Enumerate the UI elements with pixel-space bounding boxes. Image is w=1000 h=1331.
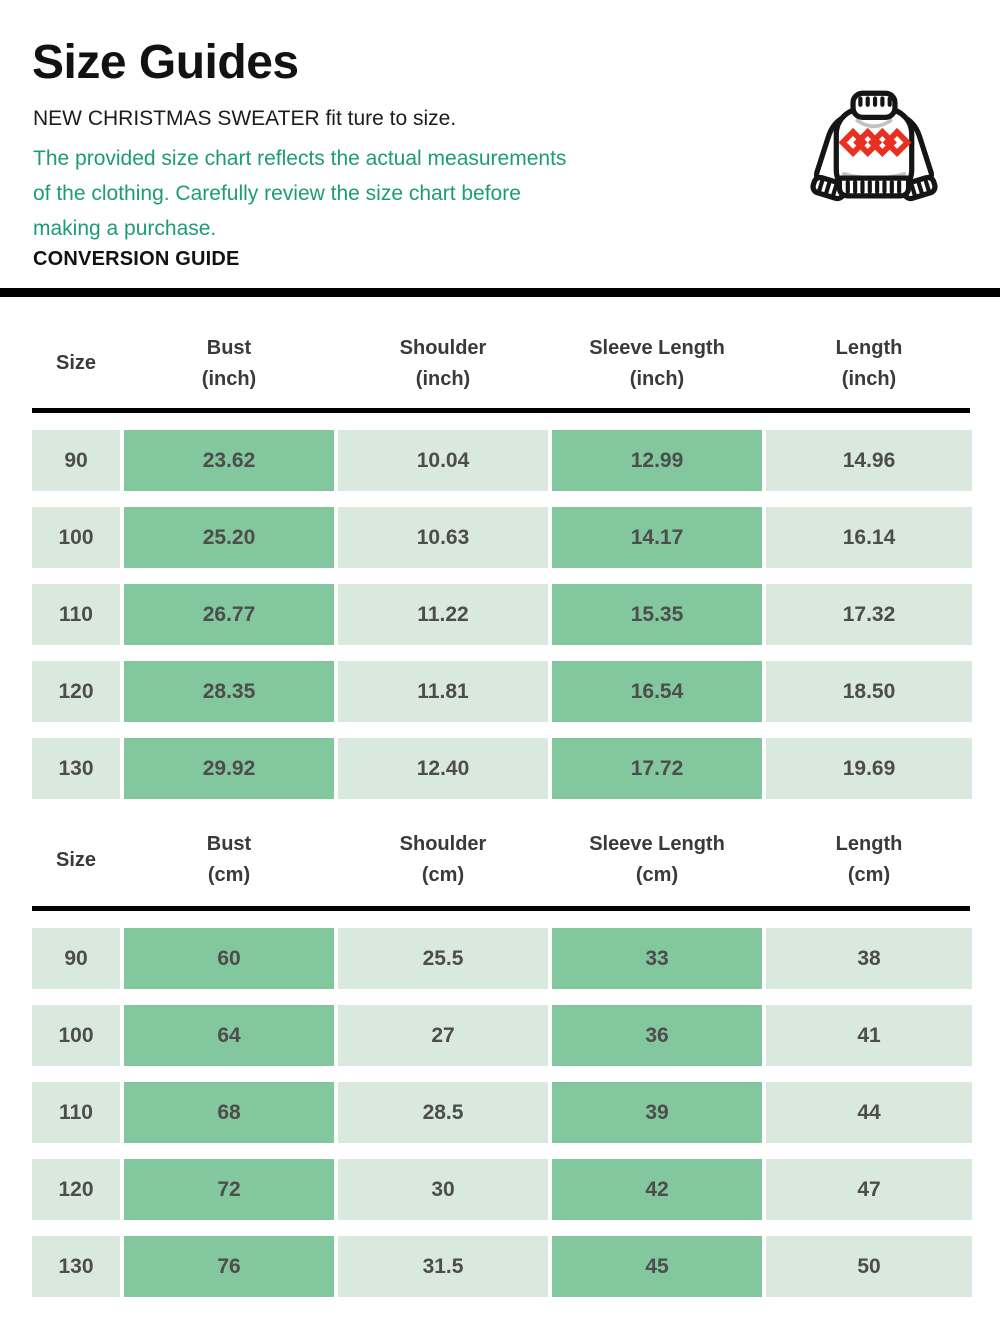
column-header-label: Bust [206,833,252,855]
table-body [32,430,970,799]
table-row [32,1236,970,1297]
table-cell: 12.40 [338,738,548,799]
column-header-label: Length [835,336,903,359]
column-header-label: Size [55,352,97,374]
column-header [124,829,334,891]
column-header-label: Length [835,833,903,855]
column-header-label: Size [55,848,97,871]
table-row [32,1005,970,1066]
table-cell: 110 [32,584,120,645]
column-header [766,829,972,891]
header-underline [32,408,970,413]
table-cell: 17.32 [766,584,972,645]
column-header-label: Shoulder [399,833,487,855]
table-cell: 100 [32,1005,120,1066]
table-cell: 10.63 [338,507,548,568]
table-cell: 11.22 [338,584,548,645]
table-cell: 60 [124,928,334,989]
table-row [32,1159,970,1220]
column-header [124,333,334,395]
header-underline [32,906,970,911]
column-header-label: Bust [206,336,252,359]
table-cell: 10.04 [338,430,548,491]
table-cell: 100 [32,507,120,568]
table-cell: 72 [124,1159,334,1220]
table-cell: 14.96 [766,430,972,491]
table-cell: 17.72 [552,738,762,799]
column-header-unit: (inch) [841,367,897,390]
table-row [32,738,970,799]
table-cell: 38 [766,928,972,989]
table-cell: 47 [766,1159,972,1220]
table-cell: 130 [32,738,120,799]
column-header-unit: (cm) [421,864,465,886]
header-divider-bar [0,288,1000,297]
table-cell: 68 [124,1082,334,1143]
page-title: Size Guides [32,36,299,89]
table-cell: 90 [32,928,120,989]
table-cell: 27 [338,1005,548,1066]
column-header-unit: (inch) [629,367,685,390]
table-row [32,661,970,722]
column-header [338,333,548,395]
table-cell: 23.62 [124,430,334,491]
table-cell: 44 [766,1082,972,1143]
column-header [32,348,120,379]
note-line-2: of the clothing. Carefully review the size chart before [33,182,521,205]
column-header-unit: (inch) [415,367,471,390]
note-line-3: making a purchase. [33,217,217,240]
column-header-label: Shoulder [399,336,487,359]
table-row [32,584,970,645]
table-cell: 120 [32,661,120,722]
table-cell: 15.35 [552,584,762,645]
table-cell: 18.50 [766,661,972,722]
column-header [552,829,762,891]
column-header-label: Sleeve Length [589,833,725,855]
christmas-sweater-icon [803,88,945,220]
table-cell: 31.5 [338,1236,548,1297]
size-chart-note [33,141,566,246]
column-header-unit: (cm) [635,864,679,886]
conversion-guide-label: CONVERSION GUIDE [33,248,240,270]
table-cell: 12.99 [552,430,762,491]
column-header [766,333,972,395]
table-cell: 90 [32,430,120,491]
table-cell: 28.35 [124,661,334,722]
table-cell: 39 [552,1082,762,1143]
table-cell: 28.5 [338,1082,548,1143]
table-cell: 42 [552,1159,762,1220]
table-cell: 11.81 [338,661,548,722]
table-cell: 120 [32,1159,120,1220]
fit-subtitle: NEW CHRISTMAS SWEATER fit ture to size. [33,107,457,130]
table-cell: 19.69 [766,738,972,799]
table-cell: 50 [766,1236,972,1297]
column-header-unit: (cm) [847,864,891,886]
table-header-row [32,800,970,906]
column-header [552,333,762,395]
table-cell: 14.17 [552,507,762,568]
column-header [32,845,120,876]
table-cell: 110 [32,1082,120,1143]
table-cell: 26.77 [124,584,334,645]
column-header-unit: (cm) [207,864,251,886]
table-cell: 76 [124,1236,334,1297]
table-cell: 64 [124,1005,334,1066]
column-header [338,829,548,891]
table-cell: 16.54 [552,661,762,722]
table-cell: 25.5 [338,928,548,989]
note-line-1: The provided size chart reflects the actual measurements [33,147,567,170]
table-cell: 16.14 [766,507,972,568]
table-row [32,507,970,568]
table-cell: 36 [552,1005,762,1066]
table-row [32,1082,970,1143]
table-row [32,928,970,989]
table-cell: 25.20 [124,507,334,568]
table-cell: 41 [766,1005,972,1066]
table-cell: 29.92 [124,738,334,799]
table-header-row [32,297,970,408]
table-row [32,430,970,491]
column-header-unit: (inch) [201,367,257,390]
table-cell: 30 [338,1159,548,1220]
column-header-label: Sleeve Length [589,336,725,359]
table-cell: 33 [552,928,762,989]
table-cell: 45 [552,1236,762,1297]
size-table-cm [32,800,970,1297]
table-cell: 130 [32,1236,120,1297]
size-table-inch [32,297,970,799]
table-body [32,928,970,1297]
